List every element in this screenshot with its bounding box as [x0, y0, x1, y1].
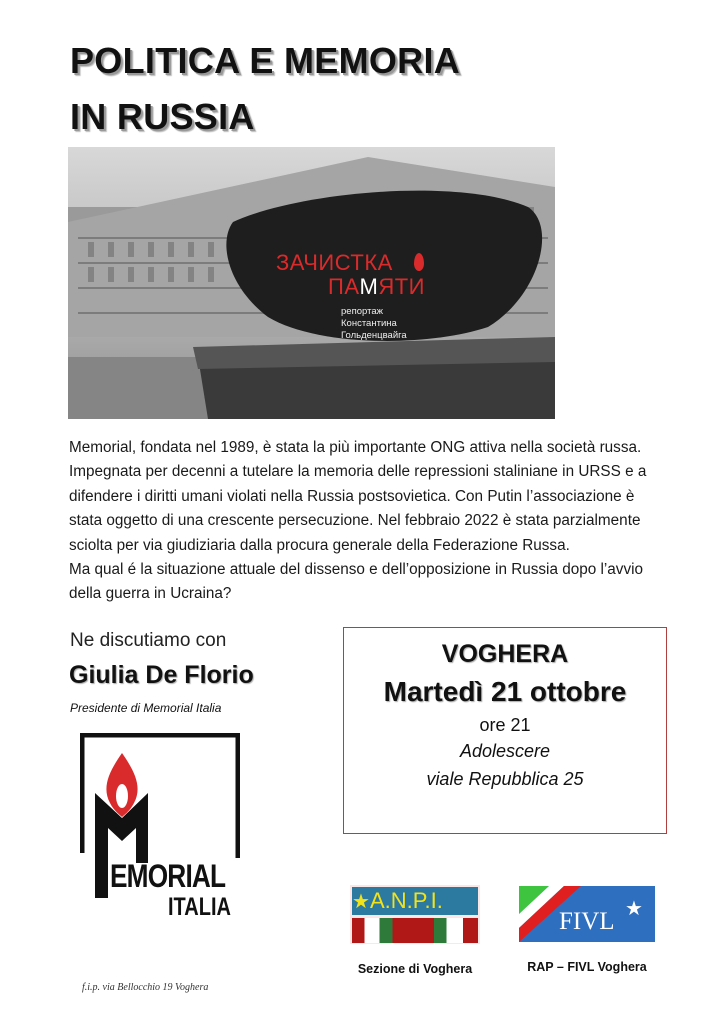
description-line: difendere i diritti umani violati nella Russia postsovietica. Con Putin l’associazione è — [69, 487, 635, 505]
anpi-logo-text: A.N.P.I. — [369, 888, 443, 913]
star-icon: ★ — [625, 898, 643, 920]
event-date: Martedì 21 ottobre — [383, 676, 627, 707]
description-paragraph — [69, 436, 669, 607]
description-line: Impegnata per decenni a tutelare la memoria delle repressioni staliniane in URSS e a — [69, 463, 647, 481]
headline-part: ПА — [328, 274, 360, 299]
memorial-logo-line-2: ITALIA — [168, 893, 231, 921]
page-title-line-2: IN RUSSIA — [70, 96, 255, 137]
flame-icon — [414, 253, 424, 271]
description-line: Ma qual é la situazione attuale del dissenso e dell’opposizione in Russia dopo l’avvio — [69, 561, 643, 579]
fivl-logo-text: FIVL — [559, 908, 615, 935]
event-info-box — [343, 627, 667, 834]
anpi-flag-stripes — [352, 918, 478, 943]
event-venue: Adolescere — [459, 741, 551, 761]
event-address: viale Repubblica 25 — [426, 769, 584, 789]
description-line: stata oggetto di una crescente persecuzione. Nel febbraio 2022 è stata parzialmente — [69, 512, 641, 530]
memorial-logo-line-1: EMORIAL — [110, 858, 226, 894]
description-line: sciolta per via giudiziaria dalla procura generale della Federazione Russa. — [69, 536, 570, 554]
headline-part: ЯТИ — [378, 274, 425, 299]
photo-headline-line-1: ЗАЧИСТКА — [276, 250, 393, 275]
byline-line: Константина — [341, 318, 397, 329]
event-city: VOGHERA — [441, 640, 569, 668]
anpi-logo-banner — [352, 887, 478, 915]
event-photo — [68, 147, 555, 419]
speaker-name: Giulia De Florio — [69, 661, 254, 689]
memorial-italia-logo — [80, 733, 240, 923]
photo-headline-line-2 — [276, 275, 425, 299]
photo-headline — [276, 251, 425, 299]
star-icon: ★ — [352, 891, 370, 913]
anpi-logo — [350, 885, 480, 944]
anpi-caption: Sezione di Voghera — [357, 962, 473, 976]
photo-byline — [341, 306, 407, 342]
event-time: ore 21 — [479, 715, 531, 735]
page-title-line-1: POLITICA E MEMORIA — [70, 40, 461, 81]
byline-line: репортаж — [341, 306, 383, 317]
byline-line: Гольденцвайга — [341, 330, 407, 341]
description-line: Memorial, fondata nel 1989, è stata la più importante ONG attiva nella società russa. — [69, 439, 642, 456]
footer-note: f.i.p. via Bellocchio 19 Voghera — [82, 982, 209, 993]
fivl-caption: RAP – FIVL Voghera — [527, 960, 647, 974]
fivl-logo — [519, 886, 655, 942]
headline-part-m: М — [359, 274, 379, 299]
speaker-intro: Ne discutiamo con — [70, 630, 227, 651]
speaker-role: Presidente di Memorial Italia — [70, 701, 222, 715]
description-line: della guerra in Ucraina? — [69, 585, 232, 603]
